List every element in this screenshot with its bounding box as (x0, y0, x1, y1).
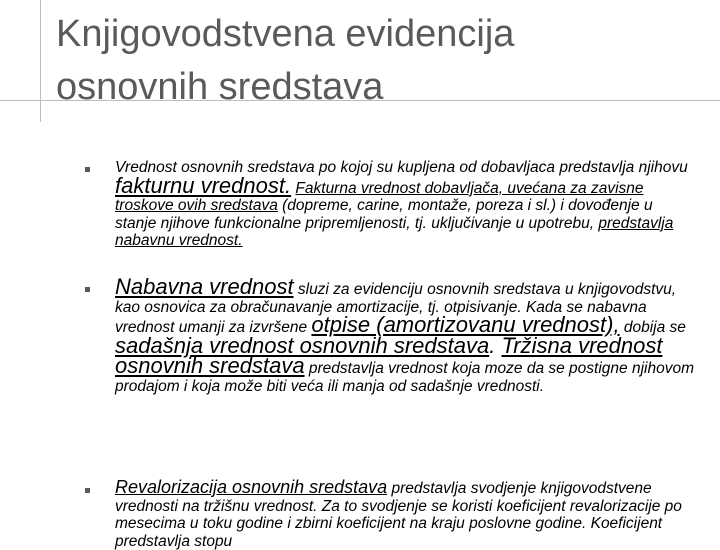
bullet-paragraph-fakturna (115, 159, 695, 250)
bullet3-text: predstavlja svodjenje knjigovodstvene vrednosti na tržišnu vrednost. Za to svodjenje se koristi koeficijent revalorizacije po mesecima u toku godine i zbirni koeficijent na kraju poslovne godine. Koeficijent predstavlja stopu (115, 480, 682, 550)
bullet1-text-cont: (dopreme, carine, montaže, poreza i sl.) i dovođenje u stanje njihove funkcionalne pripremljenosti, tj. uključivanje u upotrebu, (115, 197, 653, 232)
bullet1-fakturna-definition: Fakturna vrednost dobavljača, uvećana za zavisne troskove ovih sredstava (115, 179, 644, 214)
bullet-marker (85, 488, 90, 493)
bullet2-term-nabavna: Nabavna vrednost (115, 274, 294, 299)
slide-title-line-1: Knjigovodstvena evidencija (56, 13, 515, 55)
bullet1-text: Vrednost osnovnih sredstava po kojoj su kupljena od dobavljaca predstavlja njihovu (115, 159, 688, 176)
bullet-paragraph-nabavna (115, 274, 695, 395)
bullet2-term-sadasnja: sadašnja vrednost osnovnih sredstava (115, 332, 490, 358)
bullet-paragraph-revalorizacija (115, 479, 695, 550)
bullet-marker (85, 287, 90, 292)
slide-title-line-2: osnovnih sredstava (56, 66, 384, 108)
bullet2-period: . (489, 332, 502, 358)
bullet2-text-end: predstavlja vrednost koja moze da se postigne njihovom prodajom i koja može biti veća ili manja od sadašnje vrednosti. (115, 360, 694, 395)
bullet-marker (85, 167, 90, 172)
bullet1-term-fakturna: fakturnu vrednost. (115, 172, 292, 198)
bullet2-term-otpise: otpise (amortizovanu vrednost), (311, 312, 620, 337)
bullet1-nabavna-definition: predstavlja nabavnu vrednost. (115, 214, 674, 249)
bullet2-text-dobija: dobija se (619, 319, 686, 336)
bullet2-text: sluzi za evidenciju osnovnih sredstava u knjigovodstvu, kao osnovica za obračunavanje amortizacije, tj. otpisivanje. Kada se nabavna vrednost umanji za izvršene (115, 281, 677, 336)
bullet3-term-revalorizacija: Revalorizacija osnovnih sredstava (115, 477, 388, 497)
title-left-rule (40, 0, 41, 122)
slide-title (56, 8, 696, 114)
bullet2-term-trzisna: Tržisna vrednost osnovnih sredstava (115, 332, 663, 378)
